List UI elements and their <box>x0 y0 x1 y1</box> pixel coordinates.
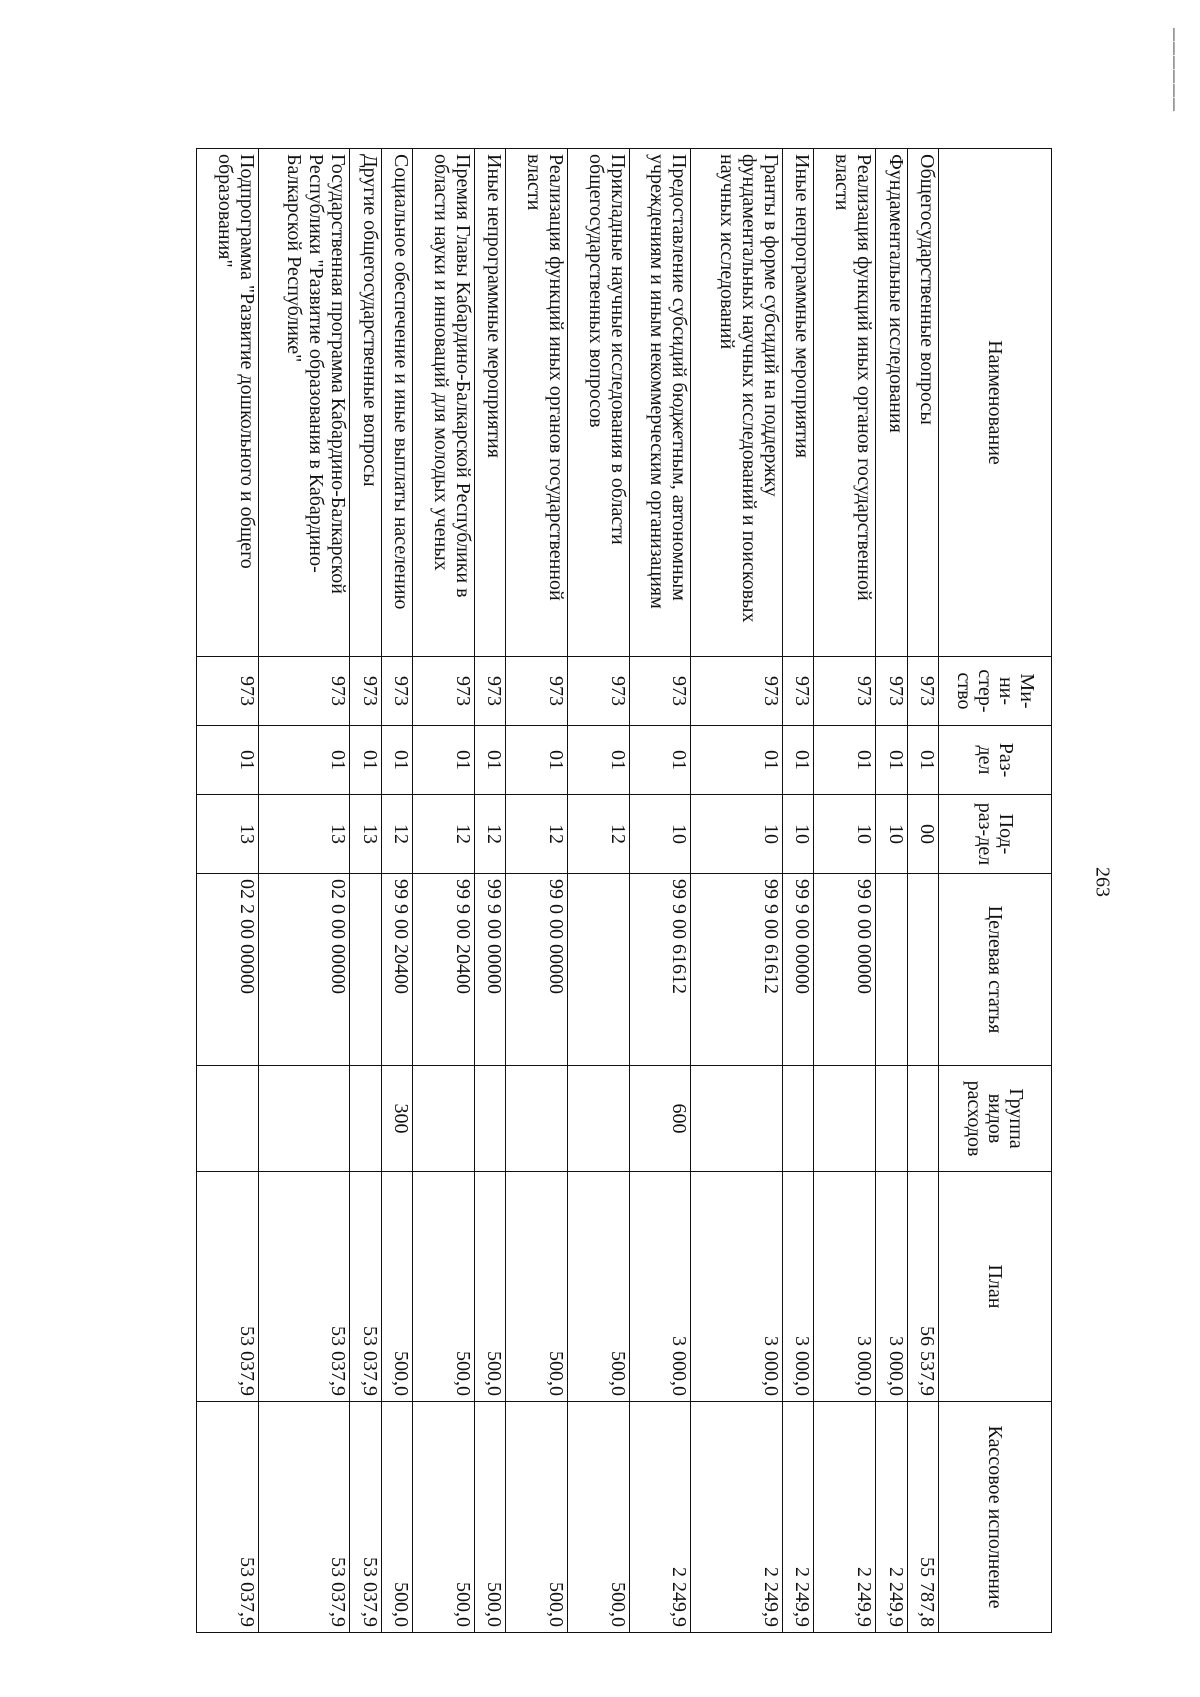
row-subsection: 10 <box>691 795 783 874</box>
row-subsection: 10 <box>782 795 813 874</box>
row-ministry: 973 <box>814 657 876 726</box>
row-name: Государственная программа Кабардино-Балкарской Республики "Развитие образования в Кабардино-Балкарской Республике" <box>258 149 350 657</box>
row-cash-execution: 500,0 <box>474 1402 505 1633</box>
row-target-article: 99 9 00 00000 <box>474 874 505 1066</box>
row-cash-execution: 2 249,9 <box>691 1402 783 1633</box>
row-name: Гранты в форме субсидий на поддержку фундаментальных научных исследований и поисковых научных исследований <box>691 149 783 657</box>
row-ministry: 973 <box>474 657 505 726</box>
row-ministry: 973 <box>691 657 783 726</box>
row-cash-execution: 55 787,8 <box>907 1402 938 1633</box>
row-plan: 53 037,9 <box>350 1172 381 1402</box>
table-row <box>568 149 630 1633</box>
row-cash-execution: 500,0 <box>568 1402 630 1633</box>
header-ministry: Ми-ни-стер-ство <box>939 657 1052 726</box>
row-cash-execution: 2 249,9 <box>782 1402 813 1633</box>
table-row <box>782 149 813 1633</box>
row-section: 01 <box>814 726 876 795</box>
row-subsection: 12 <box>568 795 630 874</box>
row-plan: 3 000,0 <box>691 1172 783 1402</box>
row-plan: 3 000,0 <box>629 1172 691 1402</box>
row-cash-execution: 2 249,9 <box>629 1402 691 1633</box>
row-plan: 500,0 <box>474 1172 505 1402</box>
row-target-article: 99 0 00 00000 <box>814 874 876 1066</box>
table-row <box>381 149 412 1633</box>
header-name: Наименование <box>939 149 1052 657</box>
table-row <box>350 149 381 1633</box>
row-plan: 56 537,9 <box>907 1172 938 1402</box>
row-cash-execution: 2 249,9 <box>876 1402 907 1633</box>
row-subsection: 12 <box>413 795 475 874</box>
row-name: Подпрограмма "Развитие дошкольного и общего образования" <box>197 149 259 657</box>
row-name: Общегосударственные вопросы <box>907 149 938 657</box>
row-target-article <box>568 874 630 1066</box>
row-plan: 500,0 <box>381 1172 412 1402</box>
page-top-mark: —————— <box>1168 28 1183 112</box>
row-subsection: 12 <box>474 795 505 874</box>
row-target-article: 99 9 00 20400 <box>413 874 475 1066</box>
row-ministry: 973 <box>568 657 630 726</box>
row-expense-group <box>506 1066 568 1172</box>
row-subsection: 10 <box>814 795 876 874</box>
header-target-article: Целевая статья <box>939 874 1052 1066</box>
row-expense-group <box>568 1066 630 1172</box>
row-ministry: 973 <box>506 657 568 726</box>
row-target-article: 99 9 00 61612 <box>691 874 783 1066</box>
row-target-article: 99 0 00 00000 <box>506 874 568 1066</box>
row-cash-execution: 53 037,9 <box>197 1402 259 1633</box>
row-subsection: 10 <box>629 795 691 874</box>
table-row <box>413 149 475 1633</box>
row-cash-execution: 2 249,9 <box>814 1402 876 1633</box>
row-ministry: 973 <box>629 657 691 726</box>
row-plan: 500,0 <box>413 1172 475 1402</box>
header-section: Раз-дел <box>939 726 1052 795</box>
row-plan: 3 000,0 <box>814 1172 876 1402</box>
table-row <box>474 149 505 1633</box>
header-expense-group: Группа видов расходов <box>939 1066 1052 1172</box>
row-plan: 500,0 <box>568 1172 630 1402</box>
table-row <box>506 149 568 1633</box>
row-plan: 3 000,0 <box>876 1172 907 1402</box>
row-cash-execution: 500,0 <box>381 1402 412 1633</box>
header-subsection: Под-раз-дел <box>939 795 1052 874</box>
page-number: 263 <box>1091 867 1114 897</box>
row-plan: 3 000,0 <box>782 1172 813 1402</box>
rotated-page-content <box>196 148 1052 1632</box>
header-cash-execution: Кассовое исполнение <box>939 1402 1052 1633</box>
row-section: 01 <box>568 726 630 795</box>
row-section: 01 <box>907 726 938 795</box>
row-section: 01 <box>876 726 907 795</box>
row-ministry: 973 <box>350 657 381 726</box>
table-row <box>691 149 783 1633</box>
table-row <box>876 149 907 1633</box>
budget-execution-table <box>196 148 1052 1633</box>
row-plan: 53 037,9 <box>197 1172 259 1402</box>
row-name: Премия Главы Кабардино-Балкарской Республики в области науки и инноваций для молодых ученых <box>413 149 475 657</box>
row-cash-execution: 500,0 <box>506 1402 568 1633</box>
table-row <box>814 149 876 1633</box>
row-target-article <box>350 874 381 1066</box>
row-target-article: 02 0 00 00000 <box>258 874 350 1066</box>
row-section: 01 <box>629 726 691 795</box>
row-section: 01 <box>413 726 475 795</box>
row-subsection: 13 <box>258 795 350 874</box>
row-section: 01 <box>258 726 350 795</box>
row-target-article: 99 9 00 00000 <box>782 874 813 1066</box>
row-section: 01 <box>197 726 259 795</box>
row-ministry: 973 <box>258 657 350 726</box>
row-subsection: 12 <box>506 795 568 874</box>
row-expense-group <box>350 1066 381 1172</box>
row-name: Фундаментальные исследования <box>876 149 907 657</box>
row-name: Реализация функций иных органов государственной власти <box>506 149 568 657</box>
row-target-article: 02 2 00 00000 <box>197 874 259 1066</box>
row-name: Социальное обеспечение и иные выплаты населению <box>381 149 412 657</box>
row-subsection: 13 <box>197 795 259 874</box>
row-section: 01 <box>691 726 783 795</box>
row-expense-group <box>474 1066 505 1172</box>
row-subsection: 10 <box>876 795 907 874</box>
row-cash-execution: 53 037,9 <box>350 1402 381 1633</box>
row-cash-execution: 500,0 <box>413 1402 475 1633</box>
table-row <box>629 149 691 1633</box>
row-expense-group <box>258 1066 350 1172</box>
row-section: 01 <box>474 726 505 795</box>
row-plan: 53 037,9 <box>258 1172 350 1402</box>
table-header-row <box>939 149 1052 1633</box>
row-expense-group <box>691 1066 783 1172</box>
row-expense-group <box>413 1066 475 1172</box>
row-cash-execution: 53 037,9 <box>258 1402 350 1633</box>
table-body <box>197 149 939 1633</box>
row-subsection: 13 <box>350 795 381 874</box>
row-target-article: 99 9 00 61612 <box>629 874 691 1066</box>
row-name: Реализация функций иных органов государственной власти <box>814 149 876 657</box>
row-expense-group <box>907 1066 938 1172</box>
row-ministry: 973 <box>876 657 907 726</box>
row-target-article: 99 9 00 20400 <box>381 874 412 1066</box>
row-name: Другие общегосударственные вопросы <box>350 149 381 657</box>
row-expense-group <box>814 1066 876 1172</box>
row-section: 01 <box>782 726 813 795</box>
row-ministry: 973 <box>907 657 938 726</box>
row-expense-group: 300 <box>381 1066 412 1172</box>
row-subsection: 12 <box>381 795 412 874</box>
header-plan: План <box>939 1172 1052 1402</box>
row-target-article <box>876 874 907 1066</box>
row-ministry: 973 <box>197 657 259 726</box>
row-expense-group: 600 <box>629 1066 691 1172</box>
row-ministry: 973 <box>381 657 412 726</box>
row-expense-group <box>782 1066 813 1172</box>
row-target-article <box>907 874 938 1066</box>
table-row <box>197 149 259 1633</box>
row-ministry: 973 <box>782 657 813 726</box>
row-section: 01 <box>506 726 568 795</box>
row-subsection: 00 <box>907 795 938 874</box>
row-name: Иные непрограммные мероприятия <box>782 149 813 657</box>
row-name: Прикладные научные исследования в области общегосударственных вопросов <box>568 149 630 657</box>
row-name: Иные непрограммные мероприятия <box>474 149 505 657</box>
row-plan: 500,0 <box>506 1172 568 1402</box>
row-expense-group <box>197 1066 259 1172</box>
row-section: 01 <box>381 726 412 795</box>
table-row <box>907 149 938 1633</box>
row-ministry: 973 <box>413 657 475 726</box>
row-expense-group <box>876 1066 907 1172</box>
row-section: 01 <box>350 726 381 795</box>
table-row <box>258 149 350 1633</box>
row-name: Предоставление субсидий бюджетным, автономным учреждениям и иным некоммерческим организациям <box>629 149 691 657</box>
